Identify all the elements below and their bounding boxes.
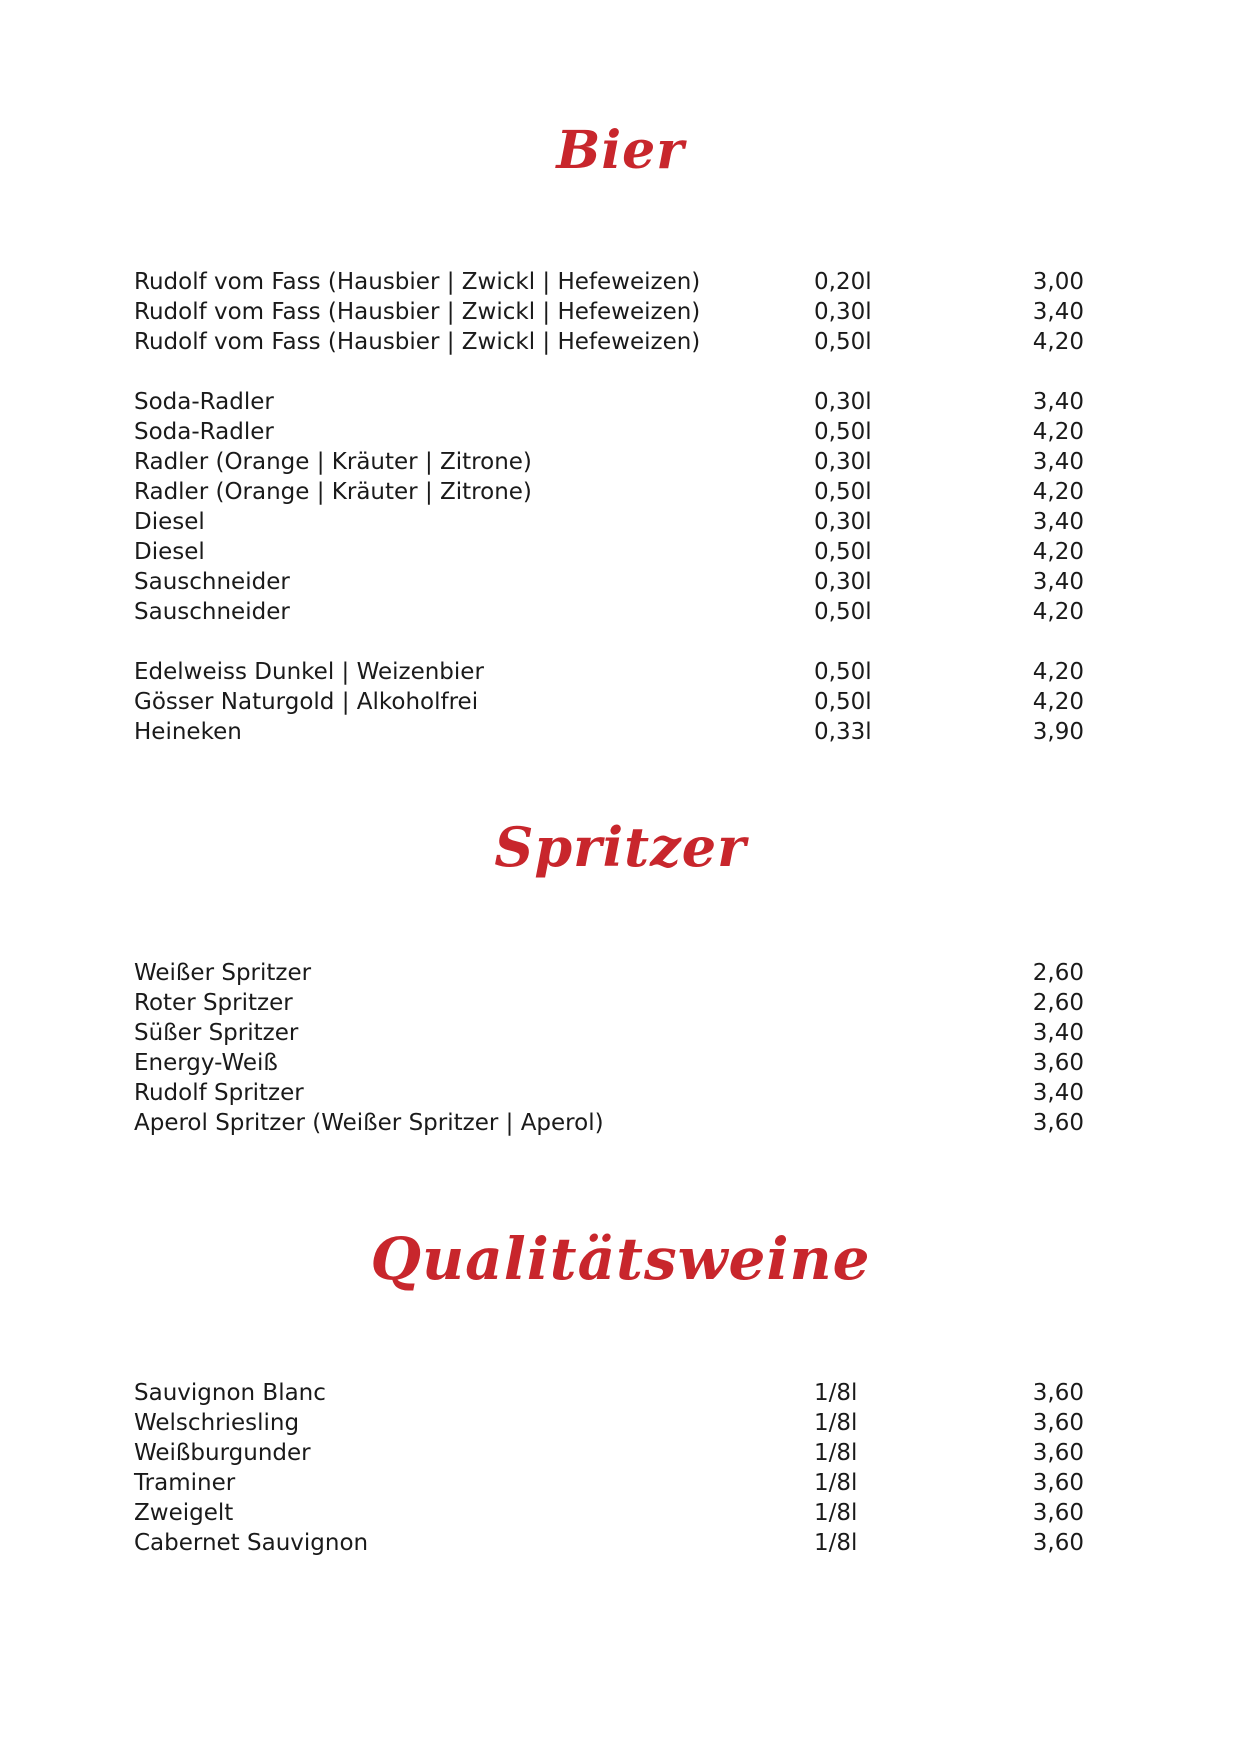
- item-price: 3,60: [1032, 1530, 1084, 1556]
- item-price: 3,60: [1032, 1440, 1084, 1466]
- bier-title: Bier: [556, 120, 685, 181]
- item-size: 0,50l: [814, 479, 872, 505]
- item-name: Traminer: [134, 1470, 236, 1496]
- item-name: Rudolf vom Fass (Hausbier | Zwickl | Hefeweizen): [134, 269, 701, 295]
- item-size: 0,30l: [814, 449, 872, 475]
- menu-item: [134, 958, 1084, 988]
- menu-item: [134, 1528, 1084, 1558]
- item-name: Diesel: [134, 509, 205, 535]
- item-price: 4,20: [1032, 689, 1084, 715]
- item-price: 3,60: [1032, 1470, 1084, 1496]
- menu-item: [134, 1408, 1084, 1438]
- menu-item: [134, 567, 1084, 597]
- item-name: Weißer Spritzer: [134, 960, 312, 986]
- item-price: 4,20: [1032, 479, 1084, 505]
- item-size: 1/8l: [814, 1440, 858, 1466]
- menu-item: [134, 297, 1084, 327]
- item-name: Heineken: [134, 719, 242, 745]
- item-name: Soda-Radler: [134, 419, 274, 445]
- item-price: 3,90: [1032, 719, 1084, 745]
- item-size: 0,30l: [814, 299, 872, 325]
- menu-item: [134, 537, 1084, 567]
- item-name: Sauvignon Blanc: [134, 1380, 326, 1406]
- item-price: 4,20: [1032, 539, 1084, 565]
- item-name: Zweigelt: [134, 1500, 234, 1526]
- item-price: 3,40: [1032, 509, 1084, 535]
- weine-title: Qualitätsweine: [370, 1225, 871, 1293]
- group-spacer: [134, 627, 1084, 657]
- item-name: Aperol Spritzer (Weißer Spritzer | Aperol): [134, 1110, 604, 1136]
- item-size: 0,50l: [814, 659, 872, 685]
- menu-item: [134, 1378, 1084, 1408]
- item-name: Edelweiss Dunkel | Weizenbier: [134, 659, 484, 685]
- item-name: Roter Spritzer: [134, 990, 293, 1016]
- item-name: Diesel: [134, 539, 205, 565]
- item-size: 0,33l: [814, 719, 872, 745]
- item-name: Soda-Radler: [134, 389, 274, 415]
- menu-item: [134, 1438, 1084, 1468]
- menu-item: [134, 327, 1084, 357]
- menu-item: [134, 477, 1084, 507]
- item-price: 3,00: [1032, 269, 1084, 295]
- item-name: Weißburgunder: [134, 1440, 311, 1466]
- spritzer-title: Spritzer: [494, 815, 747, 879]
- menu-item: [134, 267, 1084, 297]
- item-name: Gösser Naturgold | Alkoholfrei: [134, 689, 479, 715]
- item-name: Rudolf vom Fass (Hausbier | Zwickl | Hefeweizen): [134, 299, 701, 325]
- spritzer-list: [134, 958, 1084, 1138]
- item-name: Sauschneider: [134, 599, 290, 625]
- item-price: 3,40: [1032, 569, 1084, 595]
- menu-item: [134, 447, 1084, 477]
- item-size: 1/8l: [814, 1530, 858, 1556]
- item-name: Sauschneider: [134, 569, 290, 595]
- item-price: 2,60: [1032, 990, 1084, 1016]
- menu-item: [134, 507, 1084, 537]
- item-price: 3,60: [1032, 1410, 1084, 1436]
- weine-list: [134, 1378, 1084, 1558]
- menu-item: [134, 417, 1084, 447]
- menu-item: [134, 1468, 1084, 1498]
- item-price: 3,40: [1032, 389, 1084, 415]
- item-size: 0,50l: [814, 599, 872, 625]
- item-size: 0,20l: [814, 269, 872, 295]
- item-size: 0,50l: [814, 329, 872, 355]
- item-size: 0,50l: [814, 689, 872, 715]
- item-price: 3,60: [1032, 1050, 1084, 1076]
- menu-item: [134, 1108, 1084, 1138]
- menu-item: [134, 597, 1084, 627]
- item-name: Welschriesling: [134, 1410, 300, 1436]
- menu-item: [134, 988, 1084, 1018]
- menu-item: [134, 1078, 1084, 1108]
- item-name: Energy-Weiß: [134, 1050, 278, 1076]
- item-name: Rudolf vom Fass (Hausbier | Zwickl | Hefeweizen): [134, 329, 701, 355]
- item-price: 4,20: [1032, 659, 1084, 685]
- item-price: 3,40: [1032, 299, 1084, 325]
- menu-item: [134, 387, 1084, 417]
- item-price: 3,40: [1032, 449, 1084, 475]
- item-size: 0,30l: [814, 389, 872, 415]
- item-name: Radler (Orange | Kräuter | Zitrone): [134, 479, 532, 505]
- menu-item: [134, 657, 1084, 687]
- menu-item: [134, 687, 1084, 717]
- item-size: 0,30l: [814, 509, 872, 535]
- item-size: 0,50l: [814, 539, 872, 565]
- menu-item: [134, 1498, 1084, 1528]
- item-name: Rudolf Spritzer: [134, 1080, 304, 1106]
- item-size: 1/8l: [814, 1500, 858, 1526]
- menu-item: [134, 1048, 1084, 1078]
- bier-list: [134, 267, 1084, 747]
- item-name: Radler (Orange | Kräuter | Zitrone): [134, 449, 532, 475]
- item-price: 2,60: [1032, 960, 1084, 986]
- item-size: 1/8l: [814, 1380, 858, 1406]
- item-price: 4,20: [1032, 599, 1084, 625]
- item-size: 0,50l: [814, 419, 872, 445]
- item-size: 1/8l: [814, 1410, 858, 1436]
- item-price: 3,40: [1032, 1080, 1084, 1106]
- item-price: 4,20: [1032, 329, 1084, 355]
- item-price: 3,40: [1032, 1020, 1084, 1046]
- group-spacer: [134, 357, 1084, 387]
- item-size: 0,30l: [814, 569, 872, 595]
- item-price: 4,20: [1032, 419, 1084, 445]
- menu-item: [134, 717, 1084, 747]
- item-price: 3,60: [1032, 1110, 1084, 1136]
- item-name: Cabernet Sauvignon: [134, 1530, 369, 1556]
- item-price: 3,60: [1032, 1500, 1084, 1526]
- item-size: 1/8l: [814, 1470, 858, 1496]
- item-name: Süßer Spritzer: [134, 1020, 299, 1046]
- menu-item: [134, 1018, 1084, 1048]
- item-price: 3,60: [1032, 1380, 1084, 1406]
